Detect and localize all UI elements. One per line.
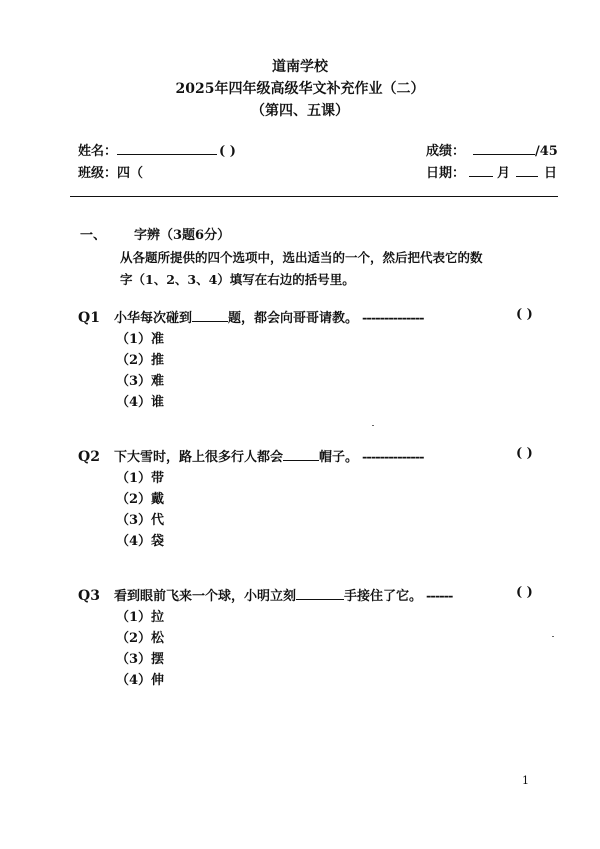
scan-speck	[372, 425, 374, 426]
question-3	[78, 585, 452, 604]
question-text-before: 看到眼前飞来一个球，小明立刻	[114, 589, 297, 604]
section-number: 一、	[80, 228, 107, 243]
option-3: （3）难	[116, 374, 165, 389]
question-number: Q3	[78, 588, 100, 604]
score-label: 成绩：	[426, 144, 466, 159]
option-1: （1）准	[116, 332, 165, 347]
day-label: 日	[544, 166, 558, 181]
question-text-after: 帽子。	[319, 450, 359, 465]
name-blank	[117, 142, 217, 155]
class-label: 班级：四（	[78, 166, 144, 181]
answer-parentheses: ( )	[516, 307, 533, 322]
answer-parentheses: ( )	[516, 585, 533, 600]
question-number: Q2	[78, 449, 100, 465]
month-label: 月	[497, 166, 511, 181]
instruction-line-2: 字（1、2、3、4）填写在右边的括号里。	[120, 272, 355, 287]
question-text-after: 手接住了它。	[344, 589, 423, 604]
leader-dashes: ------	[426, 589, 453, 604]
leader-dashes: --------------	[362, 450, 424, 465]
question-2	[78, 446, 424, 465]
option-1: （1）带	[116, 471, 165, 486]
school-name: 道南学校	[272, 59, 328, 75]
instruction-line-1: 从各题所提供的四个选项中，选出适当的一个，然后把代表它的数	[120, 250, 483, 265]
date-field	[426, 162, 557, 181]
date-label: 日期：	[426, 166, 466, 181]
option-2: （2）戴	[116, 492, 165, 507]
answer-blank	[296, 587, 344, 600]
scan-speck	[552, 636, 554, 637]
answer-blank	[192, 309, 228, 322]
option-4: （4）伸	[116, 673, 165, 688]
leader-dashes: --------------	[362, 311, 424, 326]
option-3: （3）摆	[116, 652, 165, 667]
score-blank	[473, 142, 535, 155]
answer-parentheses: ( )	[516, 446, 533, 461]
question-text-after: 题，都会向哥哥请教。	[228, 311, 359, 326]
answer-blank	[283, 448, 319, 461]
option-4: （4）袋	[116, 534, 165, 549]
option-1: （1）拉	[116, 610, 165, 625]
score-total: /45	[535, 144, 558, 159]
day-blank	[516, 164, 538, 177]
divider-line	[70, 196, 558, 197]
section-heading	[80, 224, 230, 243]
name-label: 姓名：	[78, 144, 118, 159]
option-2: （2）松	[116, 631, 165, 646]
question-number: Q1	[78, 310, 100, 326]
question-text-before: 小华每次碰到	[114, 311, 193, 326]
option-3: （3）代	[116, 513, 165, 528]
lessons-subtitle: （第四、五课）	[251, 103, 349, 119]
class-field	[78, 162, 143, 181]
month-blank	[469, 164, 493, 177]
option-4: （4）谁	[116, 395, 165, 410]
question-text-before: 下大雪时，路上很多行人都会	[114, 450, 284, 465]
class-number-paren: ( )	[219, 144, 236, 159]
score-field	[426, 140, 558, 159]
section-title: 字辨（3题6分）	[134, 228, 231, 243]
question-1	[78, 307, 424, 326]
option-2: （2）推	[116, 353, 165, 368]
page-number: 1	[522, 774, 529, 787]
name-field	[78, 140, 236, 159]
worksheet-title: 2025年四年级高级华文补充作业（二）	[175, 81, 425, 97]
